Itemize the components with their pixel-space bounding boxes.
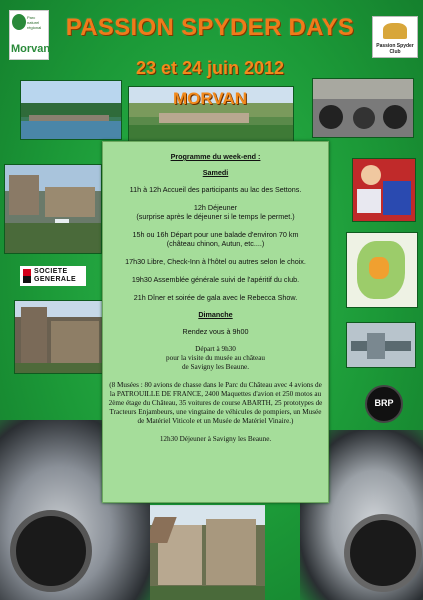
bank-black-square-icon — [23, 276, 31, 283]
schedule-item: 12h30 Déjeuner à Savigny les Beaune. — [159, 435, 272, 443]
photo-route-map — [346, 232, 418, 308]
schedule-item: 17h30 Libre, Check-Inn à l'hôtel ou autres selon le choix. — [125, 257, 306, 266]
spyder-club-logo — [372, 16, 418, 58]
schedule-item: Rendez vous à 9h00 — [182, 327, 249, 336]
schedule-item: Départ à 9h30 — [195, 345, 236, 353]
schedule-item: 15h ou 16h Départ pour une balade d'environ 70 km — [132, 230, 299, 239]
schedule-item: de Savigny les Beaune. — [181, 363, 250, 371]
schedule-item: 11h à 12h Accueil des participants au lac des Settons. — [129, 185, 302, 194]
park-label: Parc naturel régional — [27, 15, 42, 30]
schedule-item: 12h Déjeuner — [193, 203, 238, 212]
day1-heading: Samedi — [202, 168, 229, 177]
morvan-wordmark: Morvan — [11, 43, 51, 55]
schedule-item: pour la visite du musée au château — [166, 354, 265, 362]
bank-name-line2: GENERALE — [34, 276, 77, 283]
brp-label: BRP — [374, 398, 394, 408]
schedule-item: 21h Dîner et soirée de gala avec le Rebecca Show. — [133, 293, 298, 302]
club-name: Passion Spyder Club — [376, 43, 414, 55]
photo-castle-tower — [14, 300, 104, 374]
photo-church-waterfall — [4, 164, 102, 254]
photo-motorcycles — [312, 78, 414, 138]
brp-logo — [365, 385, 403, 423]
photo-vintage-plane — [346, 322, 416, 368]
museum-description: (8 Musées : 80 avions de chasse dans le Parc du Château avec 4 avions de la PATROUILLE DE FRANCE, 2400 Maquettes d'avion et 250 motos au 2ème étage du Château, 35 voitures de course ABARTH, 25 prototypes de Tracteurs Enjambeurs, une vingtaine de véhicules de pompiers, un Musée de Matériel Viticole et un Musée de Matériel Vinaire.) — [108, 381, 323, 425]
spyder-emblem-icon — [383, 23, 407, 39]
morvan-park-logo — [9, 10, 49, 60]
program-heading: Programme du week-end : — [170, 152, 261, 161]
bank-name-line1: SOCIETE — [34, 268, 68, 275]
bank-red-square-icon — [23, 269, 31, 276]
program-panel — [102, 141, 329, 503]
day2-heading: Dimanche — [198, 310, 233, 319]
societe-generale-logo — [20, 266, 86, 286]
event-dates: 23 et 24 juin 2012 — [135, 58, 285, 78]
schedule-item: 19h30 Assemblée générale suivi de l'apéritif du club. — [131, 275, 300, 284]
photo-rebecca-show — [352, 158, 416, 222]
photo-chateau-savigny — [150, 505, 265, 600]
schedule-item: (château chinon, Autun, etc....) — [166, 239, 265, 248]
park-emblem-icon — [12, 14, 26, 30]
poster-title: PASSION SPYDER DAYS — [65, 14, 355, 41]
photo-river-bridge — [20, 80, 122, 140]
schedule-item: (surprise après le déjeuner si le temps le permet.) — [136, 212, 295, 221]
region-name: MORVAN — [173, 89, 247, 108]
